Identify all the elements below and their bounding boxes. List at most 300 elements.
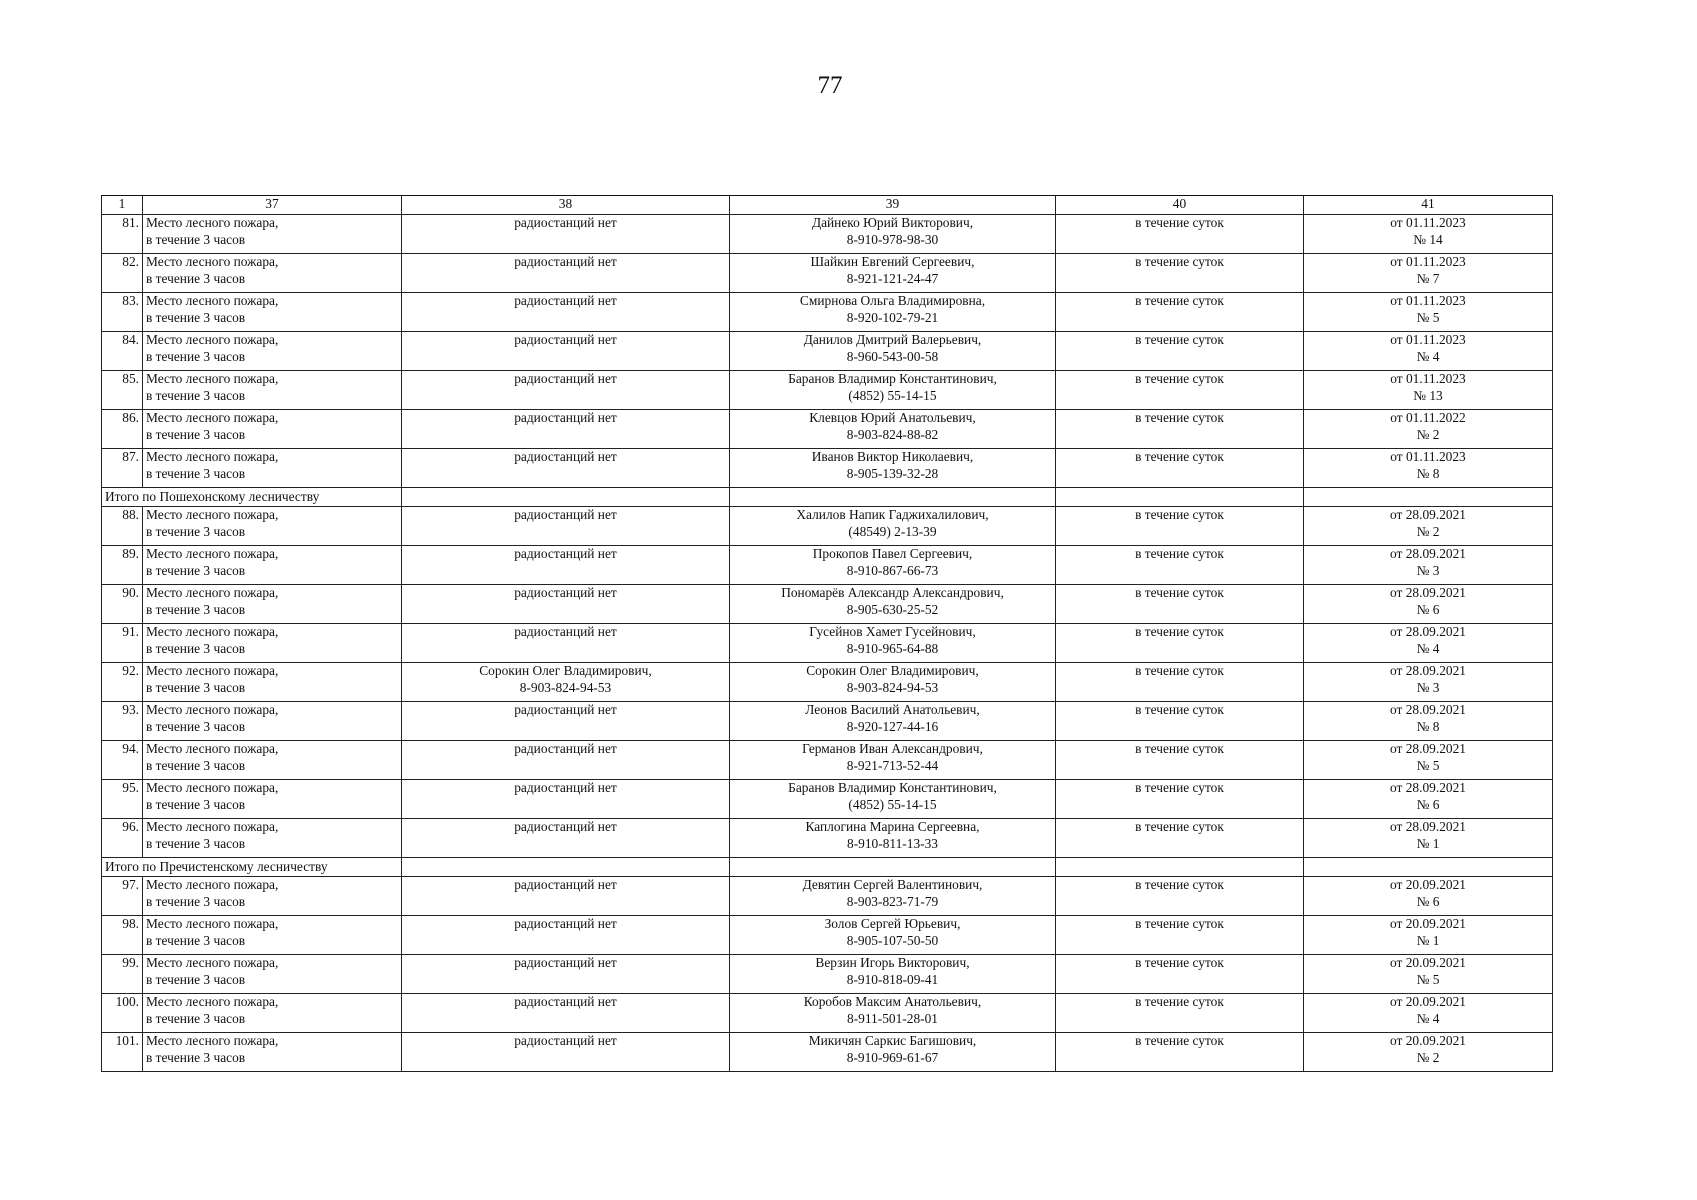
empty-cell xyxy=(1304,858,1553,877)
location-cell xyxy=(143,955,402,994)
radio-cell xyxy=(402,1033,730,1072)
timeframe-cell: в течение суток xyxy=(1056,546,1304,585)
document-date-cell-line: от 28.09.2021 xyxy=(1390,507,1466,522)
radio-cell-line: радиостанций нет xyxy=(514,780,617,795)
radio-cell-line: радиостанций нет xyxy=(514,955,617,970)
document-date-cell-line: № 5 xyxy=(1416,757,1440,773)
contact-cell-line: Верзин Игорь Викторович, xyxy=(815,955,970,970)
radio-cell xyxy=(402,819,730,858)
document-date-cell-line: от 28.09.2021 xyxy=(1390,546,1466,561)
contact-cell-line: 8-920-102-79-21 xyxy=(846,309,939,325)
contact-cell xyxy=(730,994,1056,1033)
radio-cell xyxy=(402,449,730,488)
timeframe-cell: в течение суток xyxy=(1056,624,1304,663)
document-date-cell-line: от 20.09.2021 xyxy=(1390,877,1466,892)
contact-cell-line: Смирнова Ольга Владимировна, xyxy=(799,293,986,308)
contact-cell xyxy=(730,546,1056,585)
empty-cell xyxy=(402,488,730,507)
contact-cell-line: Пономарёв Александр Александрович, xyxy=(781,585,1004,600)
radio-cell-line: радиостанций нет xyxy=(514,293,617,308)
contact-cell-line: 8-911-501-28-01 xyxy=(847,1010,938,1026)
radio-cell-line: Сорокин Олег Владимирович, xyxy=(479,663,652,678)
timeframe-cell: в течение суток xyxy=(1056,215,1304,254)
contact-cell-line: Микичян Саркис Багишович, xyxy=(808,1033,977,1048)
document-date-cell-line: от 28.09.2021 xyxy=(1390,741,1466,756)
empty-cell xyxy=(730,488,1056,507)
location-cell xyxy=(143,254,402,293)
row-number: 94. xyxy=(102,741,143,780)
contact-cell-line: 8-903-824-94-53 xyxy=(846,679,939,695)
row-number: 87. xyxy=(102,449,143,488)
location-cell-line: Место лесного пожара, xyxy=(146,410,279,425)
radio-cell-line: радиостанций нет xyxy=(514,215,617,230)
contact-cell-line: Золов Сергей Юрьевич, xyxy=(824,916,961,931)
table-row xyxy=(102,955,1553,994)
location-cell xyxy=(143,702,402,741)
document-date-cell-line: № 6 xyxy=(1416,796,1440,812)
document-date-cell xyxy=(1304,877,1553,916)
radio-cell-line: радиостанций нет xyxy=(514,741,617,756)
location-cell-line: Место лесного пожара, xyxy=(146,780,279,795)
page-number: 77 xyxy=(817,72,843,99)
contact-cell-line: 8-903-823-71-79 xyxy=(846,893,939,909)
table-header-row xyxy=(102,196,1553,215)
contact-cell-line: Дайнеко Юрий Викторович, xyxy=(811,215,974,230)
location-cell-line: в течение 3 часов xyxy=(146,465,246,481)
document-date-cell xyxy=(1304,819,1553,858)
location-cell xyxy=(143,877,402,916)
table-row xyxy=(102,877,1553,916)
contact-cell xyxy=(730,624,1056,663)
radio-cell-line: радиостанций нет xyxy=(514,371,617,386)
table-row xyxy=(102,741,1553,780)
table-row xyxy=(102,507,1553,546)
document-date-cell xyxy=(1304,1033,1553,1072)
document-date-cell-line: от 28.09.2021 xyxy=(1390,780,1466,795)
table-row xyxy=(102,994,1553,1033)
table-row xyxy=(102,254,1553,293)
timeframe-cell: в течение суток xyxy=(1056,371,1304,410)
location-cell-line: в течение 3 часов xyxy=(146,679,246,695)
location-cell xyxy=(143,624,402,663)
document-date-cell-line: № 6 xyxy=(1416,601,1440,617)
document-date-cell-line: от 01.11.2022 xyxy=(1390,410,1466,425)
contact-cell xyxy=(730,585,1056,624)
radio-cell xyxy=(402,371,730,410)
contact-cell-line: 8-903-824-88-82 xyxy=(846,426,939,442)
document-date-cell xyxy=(1304,955,1553,994)
location-cell-line: в течение 3 часов xyxy=(146,796,246,812)
contact-cell xyxy=(730,702,1056,741)
location-cell-line: Место лесного пожара, xyxy=(146,371,279,386)
contact-cell-line: 8-905-107-50-50 xyxy=(846,932,939,948)
contact-cell-line: (4852) 55-14-15 xyxy=(848,387,937,403)
timeframe-cell: в течение суток xyxy=(1056,994,1304,1033)
contact-cell-line: Халилов Напик Гаджихалилович, xyxy=(796,507,989,522)
location-cell-line: в течение 3 часов xyxy=(146,387,246,403)
row-number: 99. xyxy=(102,955,143,994)
row-number: 91. xyxy=(102,624,143,663)
location-cell-line: в течение 3 часов xyxy=(146,231,246,247)
contact-cell xyxy=(730,780,1056,819)
row-number: 95. xyxy=(102,780,143,819)
table-row xyxy=(102,780,1553,819)
location-cell-line: в течение 3 часов xyxy=(146,932,246,948)
radio-cell xyxy=(402,741,730,780)
header-cell: 41 xyxy=(1304,196,1553,215)
header-cell: 39 xyxy=(730,196,1056,215)
radio-cell xyxy=(402,410,730,449)
document-date-cell-line: № 6 xyxy=(1416,893,1440,909)
row-number: 86. xyxy=(102,410,143,449)
location-cell xyxy=(143,994,402,1033)
location-cell-line: Место лесного пожара, xyxy=(146,449,279,464)
document-date-cell-line: № 3 xyxy=(1416,679,1440,695)
document-date-cell xyxy=(1304,624,1553,663)
radio-cell-line: радиостанций нет xyxy=(514,819,617,834)
document-date-cell-line: № 4 xyxy=(1416,348,1440,364)
location-cell-line: в течение 3 часов xyxy=(146,971,246,987)
table-body xyxy=(102,196,1553,1072)
location-cell-line: Место лесного пожара, xyxy=(146,702,279,717)
timeframe-cell: в течение суток xyxy=(1056,410,1304,449)
subtotal-row xyxy=(102,858,1553,877)
timeframe-cell: в течение суток xyxy=(1056,955,1304,994)
document-date-cell xyxy=(1304,702,1553,741)
document-date-cell-line: от 20.09.2021 xyxy=(1390,955,1466,970)
radio-cell-line: радиостанций нет xyxy=(514,332,617,347)
document-date-cell-line: № 4 xyxy=(1416,640,1440,656)
location-cell-line: Место лесного пожара, xyxy=(146,741,279,756)
radio-cell xyxy=(402,877,730,916)
contact-cell-line: Коробов Максим Анатольевич, xyxy=(803,994,982,1009)
document-date-cell-line: от 01.11.2023 xyxy=(1390,293,1466,308)
contact-cell-line: 8-910-969-61-67 xyxy=(846,1049,939,1065)
radio-cell-line: 8-903-824-94-53 xyxy=(519,679,612,695)
row-number: 88. xyxy=(102,507,143,546)
document-date-cell xyxy=(1304,780,1553,819)
subtotal-label: Итого по Пречистенскому лесничеству xyxy=(102,858,402,877)
document-date-cell xyxy=(1304,507,1553,546)
contact-cell-line: Каплогина Марина Сергеевна, xyxy=(805,819,980,834)
radio-cell-line: радиостанций нет xyxy=(514,1033,617,1048)
location-cell-line: в течение 3 часов xyxy=(146,718,246,734)
empty-cell xyxy=(1056,488,1304,507)
contact-cell xyxy=(730,371,1056,410)
location-cell-line: Место лесного пожара, xyxy=(146,877,279,892)
document-date-cell-line: от 01.11.2023 xyxy=(1390,332,1466,347)
subtotal-label: Итого по Пошехонскому лесничеству xyxy=(102,488,402,507)
contact-cell-line: Девятин Сергей Валентинович, xyxy=(802,877,983,892)
contact-cell-line: Германов Иван Александрович, xyxy=(802,741,983,756)
location-cell-line: в течение 3 часов xyxy=(146,601,246,617)
document-date-cell xyxy=(1304,371,1553,410)
location-cell xyxy=(143,507,402,546)
contact-cell-line: Гусейнов Хамет Гусейнович, xyxy=(809,624,976,639)
table-row xyxy=(102,546,1553,585)
contact-cell-line: 8-910-811-13-33 xyxy=(847,835,938,851)
table-row xyxy=(102,1033,1553,1072)
contact-cell xyxy=(730,254,1056,293)
radio-cell-line: радиостанций нет xyxy=(514,410,617,425)
timeframe-cell: в течение суток xyxy=(1056,780,1304,819)
contact-cell-line: 8-910-818-09-41 xyxy=(846,971,939,987)
location-cell-line: Место лесного пожара, xyxy=(146,254,279,269)
contact-cell-line: Шайкин Евгений Сергеевич, xyxy=(810,254,975,269)
contact-cell xyxy=(730,410,1056,449)
row-number: 98. xyxy=(102,916,143,955)
document-date-cell-line: № 1 xyxy=(1416,932,1440,948)
row-number: 101. xyxy=(102,1033,143,1072)
radio-cell xyxy=(402,332,730,371)
table-row xyxy=(102,410,1553,449)
row-number: 84. xyxy=(102,332,143,371)
table-row xyxy=(102,663,1553,702)
table-row xyxy=(102,585,1553,624)
document-date-cell-line: № 4 xyxy=(1416,1010,1440,1026)
location-cell-line: Место лесного пожара, xyxy=(146,916,279,931)
radio-cell xyxy=(402,994,730,1033)
row-number: 92. xyxy=(102,663,143,702)
header-cell: 37 xyxy=(143,196,402,215)
radio-cell-line: радиостанций нет xyxy=(514,449,617,464)
radio-cell-line: радиостанций нет xyxy=(514,994,617,1009)
contact-cell xyxy=(730,293,1056,332)
document-date-cell xyxy=(1304,994,1553,1033)
document-date-cell-line: № 3 xyxy=(1416,562,1440,578)
radio-cell-line: радиостанций нет xyxy=(514,916,617,931)
contact-cell-line: 8-905-630-25-52 xyxy=(846,601,939,617)
location-cell xyxy=(143,371,402,410)
radio-cell-line: радиостанций нет xyxy=(514,702,617,717)
document-date-cell-line: от 20.09.2021 xyxy=(1390,916,1466,931)
contact-cell xyxy=(730,916,1056,955)
location-cell xyxy=(143,449,402,488)
contact-cell-line: (4852) 55-14-15 xyxy=(848,796,937,812)
radio-cell xyxy=(402,780,730,819)
location-cell xyxy=(143,293,402,332)
timeframe-cell: в течение суток xyxy=(1056,254,1304,293)
radio-cell-line: радиостанций нет xyxy=(514,624,617,639)
radio-cell xyxy=(402,663,730,702)
radio-cell-line: радиостанций нет xyxy=(514,254,617,269)
location-cell xyxy=(143,916,402,955)
row-number: 100. xyxy=(102,994,143,1033)
row-number: 81. xyxy=(102,215,143,254)
row-number: 82. xyxy=(102,254,143,293)
location-cell-line: в течение 3 часов xyxy=(146,1049,246,1065)
table-row xyxy=(102,819,1553,858)
document-date-cell xyxy=(1304,916,1553,955)
document-date-cell-line: от 28.09.2021 xyxy=(1390,663,1466,678)
table-row xyxy=(102,371,1553,410)
location-cell-line: Место лесного пожара, xyxy=(146,215,279,230)
document-date-cell xyxy=(1304,585,1553,624)
document-date-cell-line: № 5 xyxy=(1416,309,1440,325)
table-row xyxy=(102,449,1553,488)
table-row xyxy=(102,702,1553,741)
contact-cell-line: 8-910-867-66-73 xyxy=(846,562,939,578)
location-cell xyxy=(143,1033,402,1072)
location-cell-line: Место лесного пожара, xyxy=(146,1033,279,1048)
contact-cell xyxy=(730,663,1056,702)
contact-cell-line: Клевцов Юрий Анатольевич, xyxy=(809,410,976,425)
location-cell-line: в течение 3 часов xyxy=(146,562,246,578)
contact-cell-line: Леонов Василий Анатольевич, xyxy=(805,702,980,717)
table-row xyxy=(102,293,1553,332)
location-cell-line: Место лесного пожара, xyxy=(146,332,279,347)
document-date-cell-line: № 2 xyxy=(1416,523,1440,539)
location-cell xyxy=(143,546,402,585)
location-cell-line: в течение 3 часов xyxy=(146,309,246,325)
radio-cell-line: радиостанций нет xyxy=(514,546,617,561)
table-row xyxy=(102,215,1553,254)
timeframe-cell: в течение суток xyxy=(1056,916,1304,955)
document-date-cell xyxy=(1304,741,1553,780)
document-date-cell-line: № 13 xyxy=(1413,387,1443,403)
contact-cell xyxy=(730,215,1056,254)
contact-cell-line: 8-921-121-24-47 xyxy=(846,270,939,286)
location-cell xyxy=(143,215,402,254)
empty-cell xyxy=(402,858,730,877)
contact-cell xyxy=(730,332,1056,371)
timeframe-cell: в течение суток xyxy=(1056,741,1304,780)
radio-cell xyxy=(402,955,730,994)
location-cell-line: в течение 3 часов xyxy=(146,893,246,909)
location-cell-line: Место лесного пожара, xyxy=(146,955,279,970)
timeframe-cell: в течение суток xyxy=(1056,585,1304,624)
location-cell-line: Место лесного пожара, xyxy=(146,546,279,561)
empty-cell xyxy=(730,858,1056,877)
document-date-cell-line: № 5 xyxy=(1416,971,1440,987)
timeframe-cell: в течение суток xyxy=(1056,663,1304,702)
document-date-cell-line: от 28.09.2021 xyxy=(1390,585,1466,600)
location-cell-line: в течение 3 часов xyxy=(146,835,246,851)
row-number: 93. xyxy=(102,702,143,741)
radio-cell xyxy=(402,546,730,585)
contact-cell xyxy=(730,449,1056,488)
contact-cell-line: 8-921-713-52-44 xyxy=(846,757,939,773)
radio-cell xyxy=(402,916,730,955)
radio-cell xyxy=(402,702,730,741)
row-number: 90. xyxy=(102,585,143,624)
document-date-cell xyxy=(1304,449,1553,488)
timeframe-cell: в течение суток xyxy=(1056,507,1304,546)
document-date-cell xyxy=(1304,215,1553,254)
header-cell: 1 xyxy=(102,196,143,215)
location-cell-line: в течение 3 часов xyxy=(146,270,246,286)
timeframe-cell: в течение суток xyxy=(1056,332,1304,371)
radio-cell-line: радиостанций нет xyxy=(514,507,617,522)
radio-cell xyxy=(402,254,730,293)
contact-cell-line: 8-910-965-64-88 xyxy=(846,640,939,656)
empty-cell xyxy=(1056,858,1304,877)
header-cell: 38 xyxy=(402,196,730,215)
location-cell-line: в течение 3 часов xyxy=(146,523,246,539)
location-cell-line: в течение 3 часов xyxy=(146,348,246,364)
contact-cell xyxy=(730,877,1056,916)
contact-cell-line: 8-920-127-44-16 xyxy=(846,718,939,734)
contact-cell-line: 8-910-978-98-30 xyxy=(846,231,939,247)
document-date-cell xyxy=(1304,546,1553,585)
contact-cell-line: Прокопов Павел Сергеевич, xyxy=(812,546,973,561)
timeframe-cell: в течение суток xyxy=(1056,702,1304,741)
subtotal-row xyxy=(102,488,1553,507)
radio-cell xyxy=(402,624,730,663)
row-number: 96. xyxy=(102,819,143,858)
table-row xyxy=(102,916,1553,955)
document-date-cell-line: от 28.09.2021 xyxy=(1390,624,1466,639)
timeframe-cell: в течение суток xyxy=(1056,293,1304,332)
row-number: 85. xyxy=(102,371,143,410)
timeframe-cell: в течение суток xyxy=(1056,819,1304,858)
location-cell xyxy=(143,332,402,371)
contact-cell-line: 8-905-139-32-28 xyxy=(846,465,939,481)
location-cell xyxy=(143,410,402,449)
document-date-cell-line: от 01.11.2023 xyxy=(1390,215,1466,230)
document-date-cell xyxy=(1304,332,1553,371)
timeframe-cell: в течение суток xyxy=(1056,877,1304,916)
row-number: 97. xyxy=(102,877,143,916)
contact-cell xyxy=(730,741,1056,780)
document-date-cell-line: № 8 xyxy=(1416,465,1440,481)
location-cell xyxy=(143,819,402,858)
location-cell-line: Место лесного пожара, xyxy=(146,585,279,600)
location-cell xyxy=(143,585,402,624)
document-date-cell-line: от 28.09.2021 xyxy=(1390,819,1466,834)
table-row xyxy=(102,332,1553,371)
document-date-cell-line: от 28.09.2021 xyxy=(1390,702,1466,717)
location-cell-line: Место лесного пожара, xyxy=(146,624,279,639)
document-date-cell xyxy=(1304,663,1553,702)
document-date-cell xyxy=(1304,410,1553,449)
document-date-cell-line: от 01.11.2023 xyxy=(1390,254,1466,269)
radio-cell-line: радиостанций нет xyxy=(514,585,617,600)
location-cell-line: в течение 3 часов xyxy=(146,757,246,773)
fire-contacts-table xyxy=(101,195,1553,1072)
document-date-cell-line: № 8 xyxy=(1416,718,1440,734)
radio-cell xyxy=(402,215,730,254)
empty-cell xyxy=(1304,488,1553,507)
document-date-cell-line: № 2 xyxy=(1416,426,1440,442)
radio-cell xyxy=(402,507,730,546)
row-number: 89. xyxy=(102,546,143,585)
location-cell xyxy=(143,780,402,819)
location-cell-line: Место лесного пожара, xyxy=(146,663,279,678)
location-cell-line: в течение 3 часов xyxy=(146,426,246,442)
contact-cell xyxy=(730,1033,1056,1072)
contact-cell-line: (48549) 2-13-39 xyxy=(848,523,937,539)
document-date-cell xyxy=(1304,254,1553,293)
document-date-cell-line: № 14 xyxy=(1413,231,1443,247)
document-date-cell-line: № 2 xyxy=(1416,1049,1440,1065)
timeframe-cell: в течение суток xyxy=(1056,1033,1304,1072)
document-date-cell-line: от 01.11.2023 xyxy=(1390,371,1466,386)
contact-cell-line: Данилов Дмитрий Валерьевич, xyxy=(803,332,982,347)
document-date-cell-line: № 1 xyxy=(1416,835,1440,851)
radio-cell-line: радиостанций нет xyxy=(514,877,617,892)
location-cell xyxy=(143,741,402,780)
contact-cell-line: Баранов Владимир Константинович, xyxy=(788,780,997,795)
location-cell xyxy=(143,663,402,702)
radio-cell xyxy=(402,585,730,624)
contact-cell-line: Баранов Владимир Константинович, xyxy=(788,371,997,386)
contact-cell xyxy=(730,955,1056,994)
document-date-cell-line: № 7 xyxy=(1416,270,1440,286)
header-cell: 40 xyxy=(1056,196,1304,215)
location-cell-line: в течение 3 часов xyxy=(146,640,246,656)
radio-cell xyxy=(402,293,730,332)
